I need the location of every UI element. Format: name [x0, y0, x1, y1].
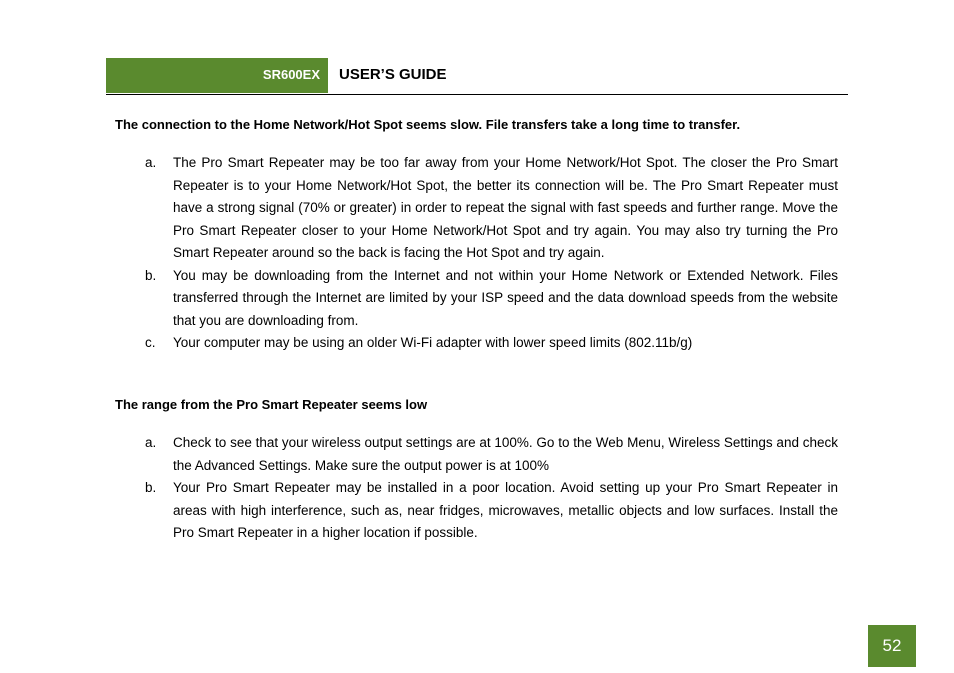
list-item-text: Your Pro Smart Repeater may be installed in a poor location. Avoid setting up your Pro Smart Repeater in areas with high interference, such as, near fridges, microwaves, metallic objects and low surfaces. Install the Pro Smart Repeater in a higher location if possible. [173, 480, 838, 540]
model-banner [106, 58, 328, 93]
model-label: SR600EX [262, 67, 320, 82]
troubleshooting-list-slow [145, 152, 838, 355]
list-item-text: Check to see that your wireless output settings are at 100%. Go to the Web Menu, Wireless Settings and check the Advanced Settings. Make sure the output power is at 100% [173, 435, 838, 473]
list-item [145, 432, 838, 477]
list-item [145, 477, 838, 545]
list-item [145, 265, 838, 333]
list-marker: a. [145, 155, 157, 170]
list-marker: a. [145, 435, 157, 450]
list-marker: c. [145, 335, 156, 350]
troubleshooting-list-range [145, 432, 838, 545]
list-marker: b. [145, 480, 157, 495]
list-item-text: Your computer may be using an older Wi-Fi adapter with lower speed limits (802.11b/g) [173, 335, 693, 350]
section-heading-low-range: The range from the Pro Smart Repeater seems low [115, 397, 428, 412]
page-number: 52 [868, 625, 916, 667]
list-item-text: The Pro Smart Repeater may be too far away from your Home Network/Hot Spot. The closer the Pro Smart Repeater is to your Home Network/Hot Spot, the better its connection will be. The Pro Smart Repeater must have a strong signal (70% or greater) in order to repeat the signal with fast speeds and further range. Move the Pro Smart Repeater closer to your Home Network/Hot Spot and try again. You may also try turning the Pro Smart Repeater around so the back is facing the Hot Spot and try again. [173, 155, 838, 260]
list-marker: b. [145, 267, 157, 283]
list-item-text: You may be downloading from the Internet and not within your Home Network or Extended Network. Files transferred through the Internet are limited by your ISP speed and the data download speeds from the website that you are downloading from. [173, 267, 838, 328]
list-item [145, 152, 838, 265]
page-header [106, 58, 848, 95]
list-item [145, 332, 838, 355]
section-heading-slow-connection: The connection to the Home Network/Hot Spot seems slow. File transfers take a long time to transfer. [115, 117, 741, 132]
guide-title: USER’S GUIDE [339, 66, 447, 83]
